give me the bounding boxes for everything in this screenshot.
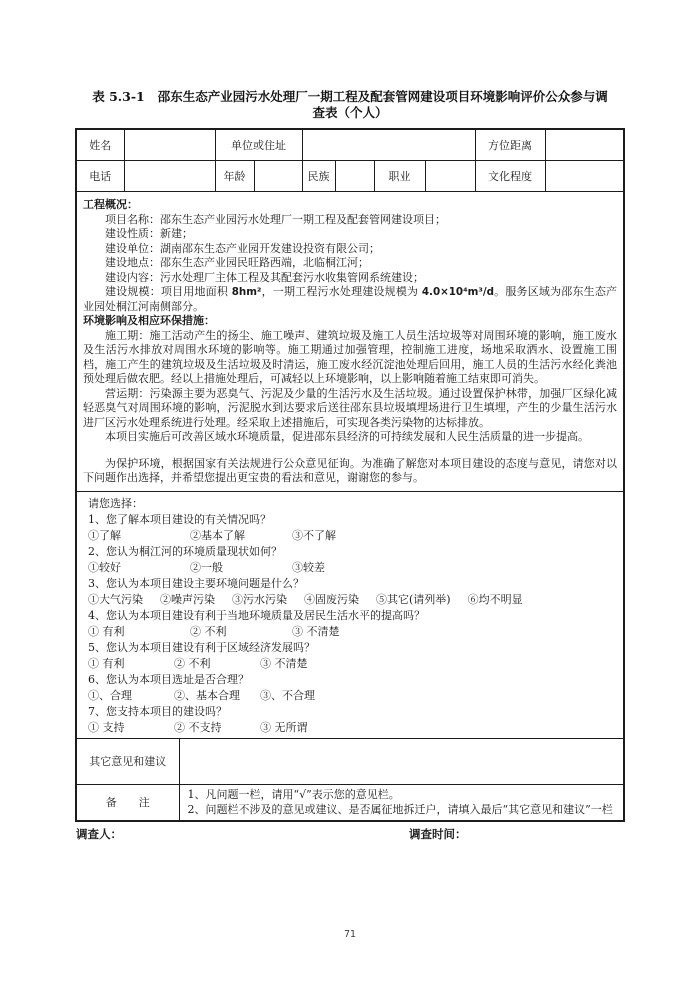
- capacity-value: 4.0×10⁴m³/d: [421, 286, 494, 299]
- remark-line: 1、凡问题一栏，请用“√”表示您的意见栏。: [187, 787, 400, 801]
- option: ② 不支持: [174, 720, 222, 734]
- phone-label: 电话: [76, 160, 124, 191]
- impact-paragraph-construction: 施工期：施工活动产生的扬尘、施工噪声、建筑垃圾及施工人员生活垃圾等对周围环境的影响，施工废水及生活污水排放对周围水环境的影响等。施工期通过加强管理，控制施工进度，场地采取洒水、设置施工围档，施工产生的建筑垃圾及生活垃圾及时清运，施工废水经沉淀池处理后回用，施工人员的生活污水经化粪池预处理后做农肥。经以上措施处理后，可减轻以上环境影响，以上影响随着施工结束即可消失。: [83, 328, 617, 386]
- table-number: 表 5.3-1: [92, 89, 145, 104]
- question-options: [88, 688, 617, 704]
- remarks-label: 备 注: [76, 784, 179, 821]
- option: ①较好: [88, 560, 121, 574]
- project-info-row: [76, 191, 624, 491]
- signature-row: [76, 826, 624, 842]
- survey-prompt: 请您选择：: [88, 496, 143, 510]
- other-comments-row: [76, 738, 624, 784]
- overview-item: 建设性质：新建；: [105, 227, 193, 241]
- question-options: [88, 656, 617, 672]
- scale-text: 。服务区域为邵东生态产业园处桐江河南侧部分。: [83, 285, 618, 313]
- option: ① 有利: [88, 624, 125, 638]
- question-text: 6、您认为本项目选址是否合理？: [88, 672, 249, 686]
- unit-address-label: 单位或住址: [215, 129, 302, 160]
- option: ② 不利: [174, 656, 211, 670]
- impact-paragraph-benefit: 本项目实施后可改善区域水环境质量，促进邵东县经济的可持续发展和人民生活质量的进一步提高。: [105, 430, 589, 444]
- overview-heading: 工程概况：: [83, 198, 138, 212]
- name-label: 姓名: [76, 129, 124, 160]
- question-options: [88, 528, 617, 544]
- question-text: 1、您了解本项目建设的有关情况吗？: [88, 512, 271, 526]
- option: ②基本了解: [190, 528, 245, 542]
- distance-label: 方位距离: [475, 129, 545, 160]
- unit-address-value: [302, 129, 475, 160]
- option: ②、基本合理: [174, 688, 240, 702]
- option: ① 有利: [88, 656, 125, 670]
- scale-text: 建设规模：项目用地面积: [105, 285, 232, 299]
- option: ④固废污染: [304, 592, 359, 606]
- question-text: 7、您支持本项目的建设吗？: [88, 704, 227, 718]
- other-comments-label: 其它意见和建议: [76, 738, 179, 784]
- option: ⑥均不明显: [467, 592, 523, 606]
- header-row-1: [76, 129, 624, 160]
- overview-item: 建设地点：邵东生态产业园民旺路西端，北临桐江河；: [105, 256, 369, 270]
- title-text: 邵东生态产业园污水处理厂一期工程及配套管网建设项目环境影响评价公众参与调: [157, 89, 608, 104]
- option: ③不了解: [292, 528, 336, 542]
- overview-scale-item: [83, 285, 617, 314]
- option: ③较差: [292, 560, 325, 574]
- overview-item: 建设内容：污水处理厂主体工程及其配套污水收集管网系统建设；: [105, 270, 424, 284]
- page-number: 71: [343, 929, 357, 940]
- option: ⑤其它(请列举): [376, 592, 451, 606]
- overview-item: 建设单位：湖南邵东生态产业园开发建设投资有限公司；: [105, 241, 380, 255]
- education-label: 文化程度: [475, 160, 545, 191]
- option: ③ 无所谓: [260, 720, 308, 734]
- questions-row: [76, 491, 624, 738]
- question-text: 3、您认为本项目建设主要环境问题是什么？: [88, 576, 304, 590]
- age-value: [254, 160, 302, 191]
- option: ③、不合理: [260, 688, 315, 702]
- option: ②噪声污染: [160, 592, 215, 606]
- land-area-value: 8hm²: [231, 286, 262, 299]
- remarks-content: [179, 784, 624, 821]
- header-row-2: [76, 160, 624, 191]
- age-label: 年龄: [215, 160, 254, 191]
- impact-heading: 环境影响及相应环保措施：: [83, 314, 215, 328]
- impact-paragraph-operation: 营运期：污染源主要为恶臭气、污泥及少量的生活污水及生活垃圾。通过设置保护林带，加强厂区绿化减轻恶臭气对周围环境的影响，污泥脱水到达要求后送往邵东县垃圾填埋场进行卫生填埋，产生的少量生活污水进厂区污水处理系统进行处理。经采取上述措施后，可实现各类污染物的达标排放。: [83, 386, 617, 429]
- other-comments-value: [179, 738, 624, 784]
- phone-value: [124, 160, 215, 191]
- option: ③污水污染: [232, 592, 287, 606]
- overview-item: 项目名称：邵东生态产业园污水处理厂一期工程及配套管网建设项目；: [105, 212, 446, 226]
- remarks-row: [76, 784, 624, 821]
- scale-text: ，一期工程污水处理建设规模为: [261, 285, 422, 299]
- question-options: [88, 560, 617, 576]
- question-text: 5、您认为本项目建设有利于区域经济发展吗？: [88, 640, 315, 654]
- option: ①大气污染: [88, 592, 143, 606]
- question-options: [88, 624, 617, 640]
- occupation-label: 职业: [374, 160, 425, 191]
- option: ② 不利: [190, 624, 227, 638]
- name-value: [124, 129, 215, 160]
- option: ①、合理: [88, 688, 132, 702]
- public-appeal-paragraph: 为保护环境，根据国家有关法规进行公众意见征询。为准确了解您对本项目建设的态度与意见，请您对以下问题作出选择，并希望您提出更宝贵的看法和意见，谢谢您的参与。: [83, 456, 617, 485]
- ethnicity-label: 民族: [302, 160, 335, 191]
- questions-cell: [76, 491, 624, 738]
- title-line-2: 查表（个人）: [312, 105, 388, 120]
- page-title: [0, 0, 700, 121]
- question-text: 2、您认为桐江河的环境质量现状如何？: [88, 544, 282, 558]
- ethnicity-value: [335, 160, 374, 191]
- question-options: [88, 720, 617, 736]
- project-info-cell: [76, 191, 624, 491]
- option: ③ 不清楚: [260, 656, 308, 670]
- question-text: 4、您认为本项目建设有利于当地环境质量及居民生活水平的提高吗？: [88, 608, 425, 622]
- option: ①了解: [88, 528, 121, 542]
- title-line-1: [0, 89, 700, 105]
- option: ① 支持: [88, 720, 125, 734]
- survey-form-table: [75, 128, 625, 822]
- question-options: [88, 592, 617, 608]
- option: ③ 不清楚: [292, 624, 340, 638]
- option: ②一般: [190, 560, 223, 574]
- distance-value: [545, 129, 624, 160]
- remark-line: 2、问题栏不涉及的意见或建议、是否属征地拆迁户，请填入最后“其它意见和建议”一栏: [187, 803, 613, 817]
- surveyor-label: 调查人：: [76, 827, 122, 841]
- survey-time-label: 调查时间：: [409, 827, 467, 841]
- education-value: [545, 160, 624, 191]
- occupation-value: [425, 160, 475, 191]
